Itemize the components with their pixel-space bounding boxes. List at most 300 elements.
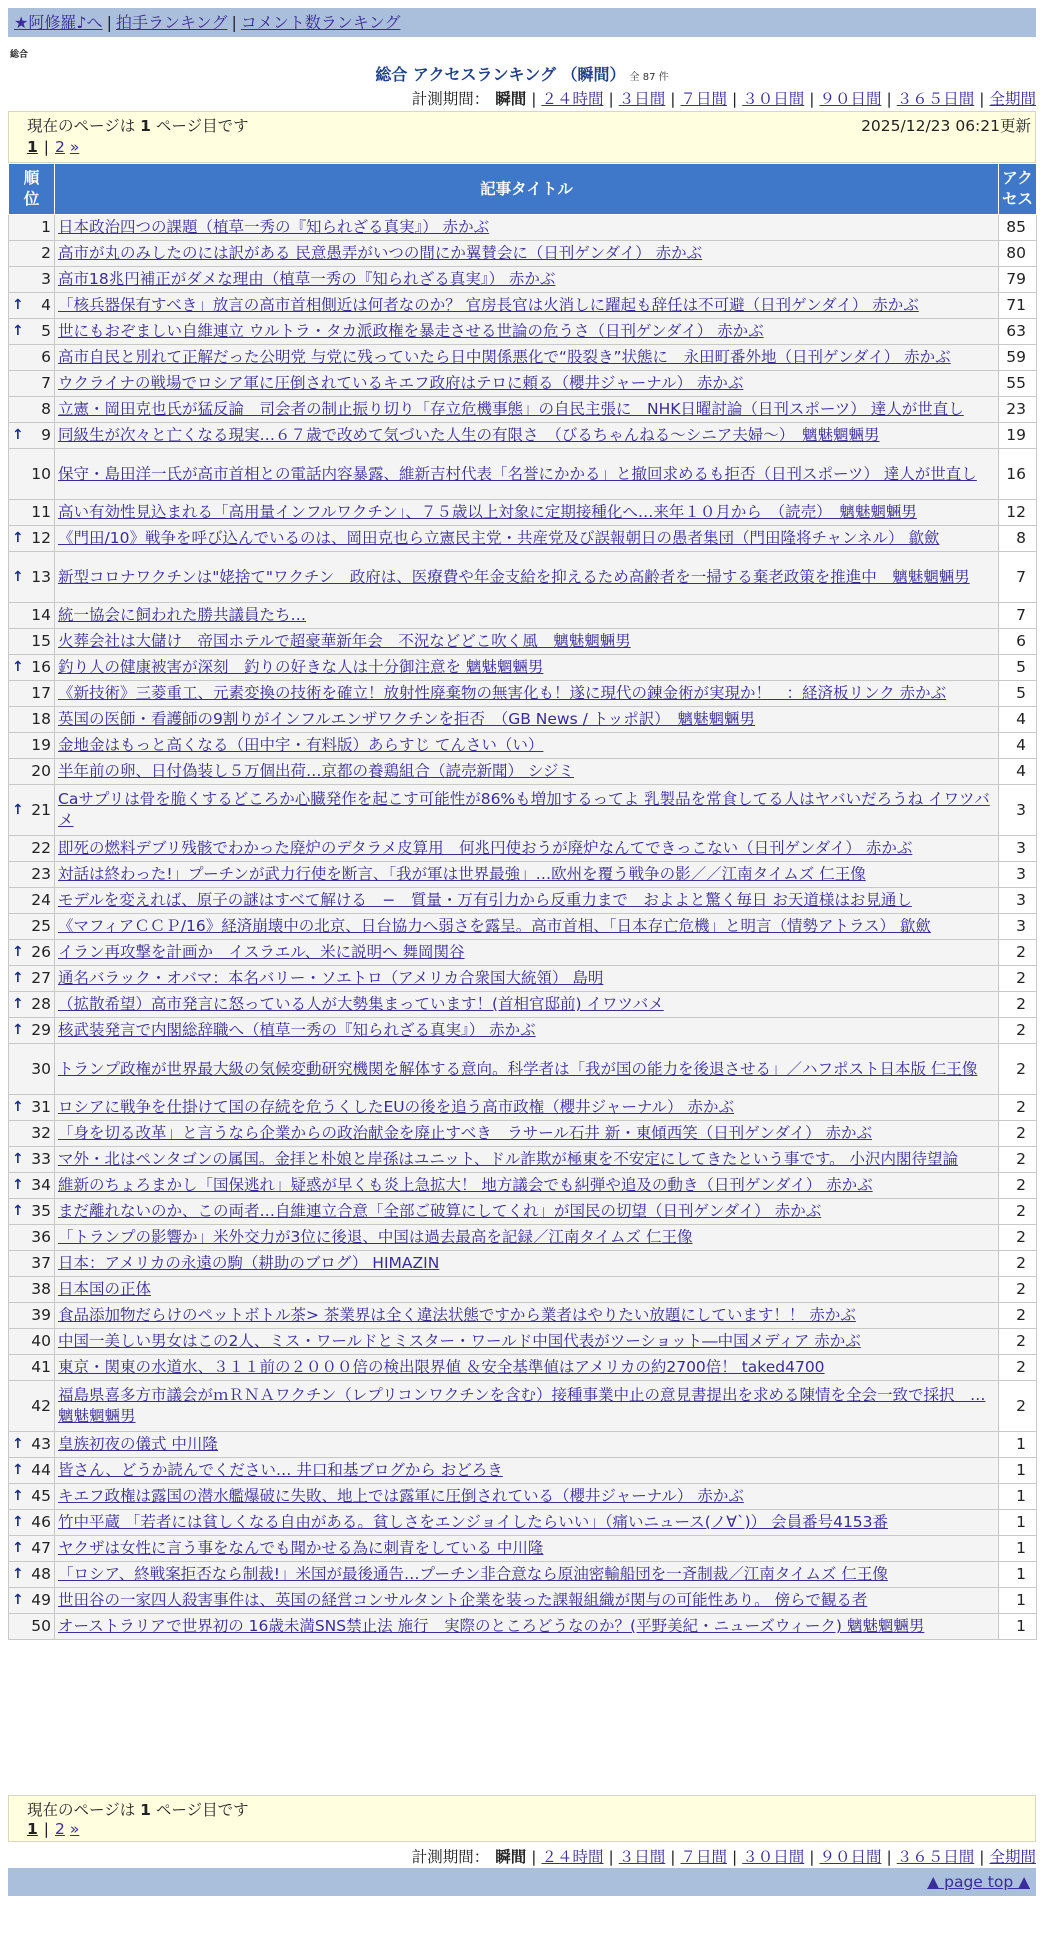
footer-bar (8, 1868, 1036, 1896)
table-row (9, 500, 1037, 526)
title-cell (55, 862, 999, 888)
rank-number: 45 (31, 1487, 51, 1505)
title-cell (55, 1251, 999, 1277)
pager-page-2[interactable]: 2 (55, 138, 65, 156)
rank-number: 41 (31, 1358, 51, 1376)
rank-cell (9, 914, 55, 940)
period-option[interactable]: ２４時間 (541, 1848, 604, 1866)
table-row (9, 1355, 1037, 1381)
title-cell (55, 759, 999, 785)
article-link[interactable]: （拡散希望）高市発言に怒っている人が大勢集まっています！(首相官邸前) イワツバメ (58, 995, 664, 1013)
rank-number: 20 (31, 762, 51, 780)
rank-number: 27 (31, 969, 51, 987)
article-link[interactable]: オーストラリアで世界初の 16歳未満SNS禁止法 施行 実際のところどうなのか？(平野美紀・ニューズウィーク) 魑魅魍魎男 (58, 1617, 925, 1635)
article-link[interactable]: 皇族初夜の儀式 中川隆 (58, 1435, 218, 1453)
title-cell (55, 1303, 999, 1329)
title-cell (55, 707, 999, 733)
article-link[interactable]: 日本：アメリカの永遠の駒（耕助のブログ） HIMAZIN (58, 1254, 440, 1272)
article-link[interactable]: 日本政治四つの課題（植草一秀の『知られざる真実』） 赤かぶ (58, 218, 490, 236)
rank-cell (9, 449, 55, 500)
table-row (9, 1614, 1037, 1640)
title-cell (55, 241, 999, 267)
access-count: 3 (999, 785, 1037, 836)
access-count: 2 (999, 1329, 1037, 1355)
header-title: 記事タイトル (55, 164, 999, 215)
table-row (9, 319, 1037, 345)
article-link[interactable]: まだ離れないのか、この両者…自維連立合意「全部ご破算にしてくれ」が国民の切望（日刊ゲンダイ） 赤かぶ (58, 1202, 822, 1220)
pager-next[interactable]: » (69, 138, 80, 156)
rank-number: 30 (31, 1059, 51, 1078)
ranking-title-text: 総合 アクセスランキング （瞬間） (375, 65, 626, 84)
title-cell (55, 1095, 999, 1121)
rank-number: 3 (41, 270, 51, 288)
up-arrow-icon: ↑ (12, 1566, 24, 1582)
access-count: 4 (999, 759, 1037, 785)
title-cell (55, 371, 999, 397)
table-row (9, 603, 1037, 629)
title-cell (55, 733, 999, 759)
period-option[interactable]: ３０日間 (742, 1848, 805, 1866)
table-row (9, 397, 1037, 423)
rank-number: 44 (31, 1461, 51, 1479)
rank-number: 31 (31, 1098, 51, 1116)
rank-number: 32 (31, 1124, 51, 1142)
header-rank: 順位 (9, 164, 55, 215)
page-info-top (8, 111, 1036, 163)
access-count: 59 (999, 345, 1037, 371)
rank-number: 7 (41, 374, 51, 392)
top-navigation (8, 8, 1036, 37)
rank-number: 17 (31, 684, 51, 702)
title-cell (55, 319, 999, 345)
rank-number: 47 (31, 1539, 51, 1557)
title-cell (55, 914, 999, 940)
article-link[interactable]: 「ロシア、終戦案拒否なら制裁!」米国が最後通告…プーチン非合意なら原油密輸船団を一斉制裁／江南タイムズ 仁王像 (58, 1565, 888, 1583)
rank-cell (9, 1147, 55, 1173)
access-count: 1 (999, 1562, 1037, 1588)
rank-cell (9, 940, 55, 966)
rank-number: 15 (31, 632, 51, 650)
title-cell (55, 1614, 999, 1640)
rank-cell (9, 1588, 55, 1614)
article-link[interactable]: 高い有効性見込まれる「高用量インフルワクチン」、７５歳以上対象に定期接種化へ…来年１０月から （読売） 魑魅魍魎男 (58, 503, 917, 521)
article-link[interactable]: 皆さん、どうか読んでください… 井口和基ブログから おどろき (58, 1461, 503, 1479)
access-count: 3 (999, 836, 1037, 862)
rank-number: 4 (41, 296, 51, 314)
current-page-text: 現在のページは 1 ページ目です (27, 1801, 249, 1819)
access-count: 2 (999, 1277, 1037, 1303)
table-row (9, 1381, 1037, 1432)
rank-number: 36 (31, 1228, 51, 1246)
up-arrow-icon: ↑ (12, 659, 24, 675)
article-link[interactable]: Caサプリは骨を脆くするどころか心臓発作を起こす可能性が86%も増加するってよ 乳製品を常食してる人はヤバいだろうね イワツバメ (58, 790, 990, 829)
article-link[interactable]: 半年前の卵、日付偽装し５万個出荷…京都の養鶏組合（読売新聞） シジミ (58, 762, 575, 780)
rank-number: 40 (31, 1332, 51, 1350)
up-arrow-icon: ↑ (12, 801, 24, 818)
period-option[interactable]: ３６５日間 (896, 1848, 975, 1866)
title-cell (55, 1588, 999, 1614)
rank-number: 28 (31, 995, 51, 1013)
access-count: 2 (999, 1044, 1037, 1095)
table-row (9, 681, 1037, 707)
period-option[interactable]: ３日間 (618, 90, 666, 108)
link-ashura-home[interactable]: ★阿修羅♪へ (14, 13, 103, 32)
article-link[interactable]: 高市自民と別れて正解だった公明党 与党に残っていたら日中関係悪化で“股裂き”状態に 永田町番外地（日刊ゲンダイ） 赤かぶ (58, 348, 951, 366)
table-row (9, 1484, 1037, 1510)
rank-cell (9, 1044, 55, 1095)
article-link[interactable]: 福島県喜多方市議会がｍＲＮＡワクチン（レプリコンワクチンを含む）接種事業中止の意見書提出を求める陳情を全会一致で採択 … 魑魅魍魎男 (58, 1386, 986, 1425)
rank-number: 13 (31, 567, 51, 586)
header-access: アクセス (999, 164, 1037, 215)
article-link[interactable]: 《マフィアＣＣＰ/16》経済崩壊中の北京、日台協力へ弱さを露呈。高市首相、「日本存亡危機」と明言（情勢アトラス） 歙歛 (58, 917, 931, 935)
pager: 1 | 2 » (27, 1820, 80, 1838)
rank-number: 43 (31, 1435, 51, 1453)
title-cell (55, 1044, 999, 1095)
table-row (9, 449, 1037, 500)
pager-next[interactable]: » (69, 1820, 80, 1838)
title-cell (55, 526, 999, 552)
access-count: 2 (999, 1381, 1037, 1432)
article-link[interactable]: 「核兵器保有すべき」放言の高市首相側近は何者なのか？ 官房長官は火消しに躍起も辞任は不可避（日刊ゲンダイ） 赤かぶ (58, 296, 919, 314)
table-row (9, 552, 1037, 603)
article-link[interactable]: マ外・北はペンタゴンの属国。金拝と朴娘と岸孫はユニット、ドル詐欺が極東を不安定にしてきたという事です。 小沢内閣待望論 (58, 1150, 959, 1168)
link-clap-ranking[interactable]: 拍手ランキング (115, 13, 228, 32)
up-arrow-icon: ↑ (12, 530, 24, 546)
article-link[interactable]: 東京・関東の水道水、３１１前の２０００倍の検出限界値 ＆安全基準値はアメリカの約2700倍！ taked4700 (58, 1358, 825, 1376)
article-link[interactable]: 同級生が次々と亡くなる現実…６７歳で改めて気づいた人生の有限さ （びるちゃんねる〜シニア夫婦〜） 魑魅魍魎男 (58, 426, 880, 444)
article-link[interactable]: 日本国の正体 (58, 1280, 152, 1298)
up-arrow-icon: ↑ (12, 568, 24, 585)
up-arrow-icon: ↑ (12, 1462, 24, 1478)
title-cell (55, 940, 999, 966)
rank-cell (9, 423, 55, 449)
access-count: 2 (999, 940, 1037, 966)
access-count: 7 (999, 552, 1037, 603)
title-cell (55, 785, 999, 836)
access-count: 2 (999, 1173, 1037, 1199)
rank-cell (9, 1225, 55, 1251)
rank-number: 39 (31, 1306, 51, 1324)
table-row (9, 940, 1037, 966)
rank-number: 23 (31, 865, 51, 883)
table-row (9, 1536, 1037, 1562)
article-link[interactable]: 新型コロナワクチンは"姥捨て"ワクチン 政府は、医療費や年金支給を抑えるため高齢者を一掃する棄老政策を推進中 魑魅魍魎男 (58, 567, 970, 586)
rank-number: 46 (31, 1513, 51, 1531)
title-cell (55, 1277, 999, 1303)
rank-cell (9, 655, 55, 681)
rank-cell (9, 681, 55, 707)
title-cell (55, 655, 999, 681)
table-row (9, 966, 1037, 992)
rank-number: 34 (31, 1176, 51, 1194)
table-row (9, 1510, 1037, 1536)
article-link[interactable]: イラン再攻撃を計画か イスラエル、米に説明へ 舞岡関谷 (58, 943, 465, 961)
article-link[interactable]: 維新のちょろまかし「国保逃れ」疑惑が早くも炎上急拡大！ 地方議会でも糾弾や追及の動き（日刊ゲンダイ） 赤かぶ (58, 1176, 873, 1194)
article-link[interactable]: 立憲・岡田克也氏が猛反論 司会者の制止振り切り「存立危機事態」の自民主張に NHK日曜討論（日刊スポーツ） 達人が世直し (58, 400, 964, 418)
up-arrow-icon: ↑ (12, 1022, 24, 1038)
period-selector-top: 計測期間： 瞬間 | ２４時間 | ３日間 | ７日間 | ３０日間 | ９０日間 | ３６５日間 | 全期間 (411, 90, 1036, 108)
title-cell (55, 449, 999, 500)
period-option[interactable]: 全期間 (989, 1848, 1036, 1866)
rank-number: 16 (31, 658, 51, 676)
table-row (9, 1562, 1037, 1588)
article-link[interactable]: ヤクザは女性に言う事をなんでも聞かせる為に刺青をしている 中川隆 (58, 1539, 544, 1557)
article-link[interactable]: 竹中平蔵 「若者には貧しくなる自由がある。貧しさをエンジョイしたらいい」（痛いニュース(ノ∀`)） 会員番号4153番 (58, 1513, 889, 1531)
period-option[interactable]: ２４時間 (541, 90, 604, 108)
rank-cell (9, 1562, 55, 1588)
rank-number: 2 (41, 244, 51, 262)
article-link[interactable]: トランプ政権が世界最大級の気候変動研究機関を解体する意向。科学者は「我が国の能力を後退させる」／ハフポスト日本版 仁王像 (58, 1059, 978, 1078)
article-link[interactable]: 金地金はもっと高くなる（田中宇・有料版）あらすじ てんさい（い） (58, 736, 544, 754)
access-count: 19 (999, 423, 1037, 449)
access-count: 1 (999, 1484, 1037, 1510)
title-cell (55, 1018, 999, 1044)
title-cell (55, 1458, 999, 1484)
rank-number: 26 (31, 943, 51, 961)
table-row (9, 836, 1037, 862)
title-cell (55, 1355, 999, 1381)
access-count: 2 (999, 1199, 1037, 1225)
access-count: 2 (999, 1121, 1037, 1147)
access-count: 2 (999, 1095, 1037, 1121)
ranking-rows (9, 215, 1037, 1640)
rank-cell (9, 1614, 55, 1640)
rank-cell (9, 785, 55, 836)
table-row (9, 655, 1037, 681)
article-link[interactable]: 食品添加物だらけのペットボトル茶> 茶業界は全く違法状態ですから業者はやりたい放題にしています！！ 赤かぶ (58, 1306, 856, 1324)
article-link[interactable]: 対話は終わった!」プーチンが武力行使を断言、「我が軍は世界最強」…欧州を覆う戦争の影／／江南タイムズ 仁王像 (58, 865, 866, 883)
access-count: 3 (999, 888, 1037, 914)
article-link[interactable]: 《新技術》三菱重工、元素変換の技術を確立！放射性廃棄物の無害化も！遂に現代の錬金術が実現か！ ：経済板リンク 赤かぶ (58, 684, 947, 702)
table-row (9, 1121, 1037, 1147)
rank-number: 50 (31, 1617, 51, 1635)
access-count: 55 (999, 371, 1037, 397)
title-cell (55, 681, 999, 707)
up-arrow-icon: ↑ (12, 1540, 24, 1556)
table-row (9, 1199, 1037, 1225)
rank-number: 35 (31, 1202, 51, 1220)
article-link[interactable]: 火葬会社は大儲け 帝国ホテルで超豪華新年会 不況などどこ吹く風 魑魅魍魎男 (58, 632, 631, 650)
table-row (9, 1018, 1037, 1044)
rank-number: 48 (31, 1565, 51, 1583)
rank-cell (9, 1095, 55, 1121)
article-link[interactable]: 即死の燃料デブリ残骸でわかった廃炉のデタラメ皮算用 何兆円使おうが廃炉なんてできっこない（日刊ゲンダイ） 赤かぶ (58, 839, 913, 857)
article-link[interactable]: 釣り人の健康被害が深刻 釣りの好きな人は十分御注意を 魑魅魍魎男 (58, 658, 544, 676)
rank-cell (9, 552, 55, 603)
table-row (9, 215, 1037, 241)
rank-cell (9, 733, 55, 759)
page-info-bottom (8, 1795, 1036, 1842)
article-link[interactable]: 高市18兆円補正がダメな理由（植草一秀の『知られざる真実』） 赤かぶ (58, 270, 556, 288)
rank-number: 9 (41, 426, 51, 444)
period-label: 計測期間： (411, 90, 490, 108)
access-count: 23 (999, 397, 1037, 423)
rank-cell (9, 1277, 55, 1303)
rank-cell (9, 345, 55, 371)
article-link[interactable]: 世にもおぞましい自維連立 ウルトラ・タカ派政権を暴走させる世論の危うさ（日刊ゲンダイ） 赤かぶ (58, 322, 764, 340)
pager-current: 1 (27, 138, 38, 156)
period-option[interactable]: ９０日間 (819, 90, 882, 108)
rank-cell (9, 862, 55, 888)
access-count: 1 (999, 1536, 1037, 1562)
access-count: 2 (999, 1251, 1037, 1277)
table-row (9, 293, 1037, 319)
title-cell (55, 1562, 999, 1588)
table-row (9, 1044, 1037, 1095)
page-top-link[interactable]: ▲ page top ▲ (927, 1873, 1030, 1891)
updated-timestamp: 2025/12/23 06:21更新 (861, 117, 1031, 135)
access-count: 2 (999, 1355, 1037, 1381)
table-row (9, 371, 1037, 397)
up-arrow-icon: ↑ (12, 1488, 24, 1504)
title-cell (55, 603, 999, 629)
period-option[interactable]: ３０日間 (742, 90, 805, 108)
ranking-table (8, 163, 1037, 1640)
table-row (9, 733, 1037, 759)
title-cell (55, 423, 999, 449)
title-cell (55, 345, 999, 371)
rank-cell (9, 707, 55, 733)
access-count: 7 (999, 603, 1037, 629)
rank-number: 25 (31, 917, 51, 935)
rank-cell (9, 1381, 55, 1432)
access-count: 1 (999, 1432, 1037, 1458)
period-option[interactable]: ７日間 (680, 1848, 727, 1866)
pager-page-2[interactable]: 2 (55, 1820, 65, 1838)
rank-number: 19 (31, 736, 51, 754)
article-link[interactable]: ロシアに戦争を仕掛けて国の存続を危うくしたEUの後を追う高市政権（櫻井ジャーナル） 赤かぶ (58, 1098, 734, 1116)
title-cell (55, 500, 999, 526)
up-arrow-icon: ↑ (12, 996, 24, 1012)
article-link[interactable]: 統一協会に飼われた勝共議員たち… (58, 606, 307, 624)
table-row (9, 914, 1037, 940)
access-count: 63 (999, 319, 1037, 345)
article-link[interactable]: 世田谷の一家四人殺害事件は、英国の経営コンサルタント企業を装った課報組織が関与の可能性あり。 傍らで観る者 (58, 1591, 868, 1609)
table-row (9, 345, 1037, 371)
link-comment-ranking[interactable]: コメント数ランキング (240, 13, 401, 32)
up-arrow-icon: ↑ (12, 944, 24, 960)
period-option[interactable]: ７日間 (680, 90, 727, 108)
table-row (9, 1277, 1037, 1303)
article-link[interactable]: ウクライナの戦場でロシア軍に圧倒されているキエフ政府はテロに頼る（櫻井ジャーナル） 赤かぶ (58, 374, 744, 392)
access-count: 3 (999, 914, 1037, 940)
table-row (9, 759, 1037, 785)
rank-cell (9, 1510, 55, 1536)
period-option[interactable]: 全期間 (989, 90, 1036, 108)
period-selector-bottom: 計測期間： 瞬間 | ２４時間 | ３日間 | ７日間 | ３０日間 | ９０日間 | ３６５日間 | 全期間 (411, 1848, 1036, 1866)
rank-cell (9, 1303, 55, 1329)
table-row (9, 707, 1037, 733)
rank-number: 24 (31, 891, 51, 909)
title-cell (55, 966, 999, 992)
up-arrow-icon: ↑ (12, 1514, 24, 1530)
up-arrow-icon: ↑ (12, 323, 24, 339)
period-option[interactable]: ３日間 (618, 1848, 666, 1866)
access-count: 2 (999, 992, 1037, 1018)
table-row (9, 992, 1037, 1018)
up-arrow-icon: ↑ (12, 1436, 24, 1452)
up-arrow-icon: ↑ (12, 1177, 24, 1193)
period-option[interactable]: ９０日間 (819, 1848, 882, 1866)
title-cell (55, 1121, 999, 1147)
rank-cell (9, 1432, 55, 1458)
rank-number: 22 (31, 839, 51, 857)
period-option[interactable]: ３６５日間 (896, 90, 975, 108)
access-count: 8 (999, 526, 1037, 552)
title-cell (55, 992, 999, 1018)
rank-cell (9, 241, 55, 267)
up-arrow-icon: ↑ (12, 970, 24, 986)
article-link[interactable]: 高市が丸のみしたのには訳がある 民意愚弄がいつの間にか翼賛会に（日刊ゲンダイ） 赤かぶ (58, 244, 703, 262)
access-count: 2 (999, 966, 1037, 992)
article-link[interactable]: 中国一美しい男女はこの2人、ミス・ワールドとミスター・ワールド中国代表がツーショット―中国メディア 赤かぶ (58, 1332, 861, 1350)
table-row (9, 1251, 1037, 1277)
article-link[interactable]: 通名バラック・オバマ：本名バリー・ソエトロ（アメリカ合衆国大統領） 島明 (58, 969, 604, 987)
table-row (9, 1147, 1037, 1173)
rank-cell (9, 215, 55, 241)
rank-number: 8 (41, 400, 51, 418)
rank-number: 6 (41, 348, 51, 366)
access-count: 80 (999, 241, 1037, 267)
pager-current: 1 (27, 1820, 38, 1838)
period-selected: 瞬間 (495, 90, 527, 108)
rank-cell (9, 603, 55, 629)
access-count: 2 (999, 1303, 1037, 1329)
title-cell (55, 1536, 999, 1562)
rank-cell (9, 966, 55, 992)
article-link[interactable]: キエフ政権は露国の潜水艦爆破に失敗、地上では露軍に圧倒されている（櫻井ジャーナル） 赤かぶ (58, 1487, 744, 1505)
title-cell (55, 293, 999, 319)
article-link[interactable]: 英国の医師・看護師の9割りがインフルエンザワクチンを拒否 （GB News / トッポ訳） 魑魅魍魎男 (58, 710, 756, 728)
table-row (9, 862, 1037, 888)
rank-number: 10 (31, 464, 51, 483)
article-link[interactable]: 保守・島田洋一氏が高市首相との電話内容暴露、維新吉村代表「名誉にかかる」と撤回求めるも拒否（日刊スポーツ） 達人が世直し (58, 464, 977, 483)
access-count: 4 (999, 707, 1037, 733)
title-cell (55, 552, 999, 603)
title-cell (55, 1199, 999, 1225)
rank-cell (9, 629, 55, 655)
article-link[interactable]: モデルを変えれば、原子の謎はすべて解ける − 質量・万有引力から反重力まで およよと驚く毎日 お天道様はお見通し (58, 891, 912, 909)
article-link[interactable]: 「身を切る改革」と言うなら企業からの政治献金を廃止すべき ラサール石井 新・東傾西笑（日刊ゲンダイ） 赤かぶ (58, 1124, 872, 1142)
table-header (9, 164, 1037, 215)
table-row (9, 241, 1037, 267)
title-cell (55, 1510, 999, 1536)
access-count: 12 (999, 500, 1037, 526)
access-count: 2 (999, 1225, 1037, 1251)
rank-number: 29 (31, 1021, 51, 1039)
pager: 1 | 2 » (27, 138, 80, 156)
access-count: 85 (999, 215, 1037, 241)
table-row (9, 1173, 1037, 1199)
rank-number: 1 (41, 218, 51, 236)
article-link[interactable]: 《門田/10》戦争を呼び込んでいるのは、岡田克也ら立憲民主党・共産党及び誤報朝日の愚者集団（門田隆将チャンネル） 歙歛 (58, 529, 940, 547)
rank-number: 14 (31, 606, 51, 624)
rank-cell (9, 888, 55, 914)
title-cell (55, 1147, 999, 1173)
access-count: 71 (999, 293, 1037, 319)
rank-cell (9, 371, 55, 397)
up-arrow-icon: ↑ (12, 1203, 24, 1219)
rank-cell (9, 526, 55, 552)
article-link[interactable]: 核武装発言で内閣総辞職へ（植草一秀の『知られざる真実』） 赤かぶ (58, 1021, 536, 1039)
rank-number: 42 (31, 1396, 51, 1415)
rank-cell (9, 1251, 55, 1277)
rank-cell (9, 397, 55, 423)
nav-separator: | (106, 13, 112, 32)
title-cell (55, 1484, 999, 1510)
rank-cell (9, 1018, 55, 1044)
article-link[interactable]: 「トランプの影響か」米外交力が3位に後退、中国は過去最高を記録／江南タイムズ 仁王像 (58, 1228, 693, 1246)
